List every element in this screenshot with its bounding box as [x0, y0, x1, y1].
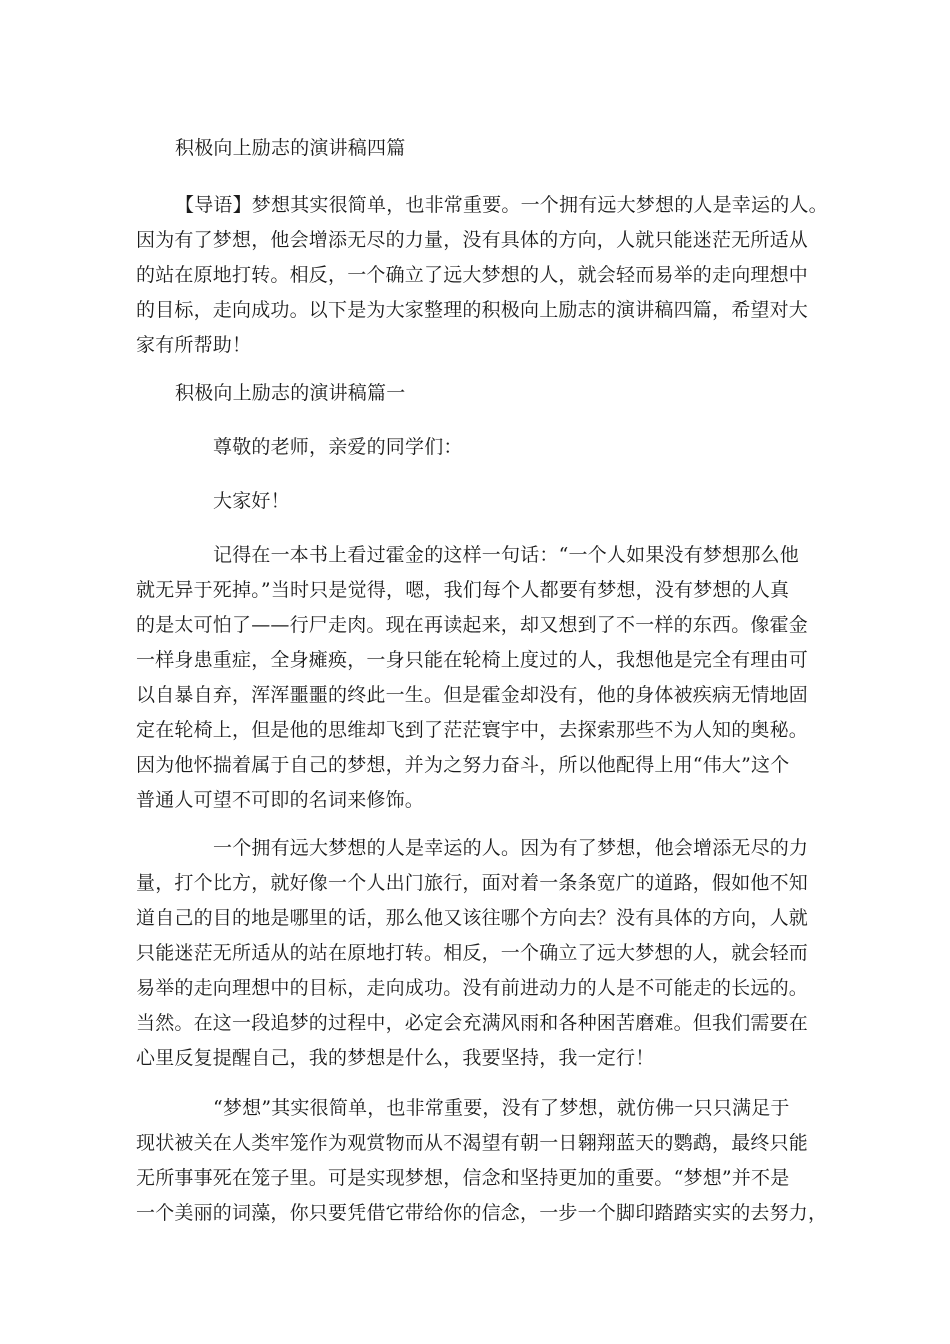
intro-line: 【导语】梦想其实很简单，也非常重要。一个拥有远大梦想的人是幸运的人。 [175, 194, 828, 216]
paragraph-line: 道自己的目的地是哪里的话，那么他又该往哪个方向去？没有具体的方向，人就 [136, 907, 809, 929]
section-heading: 积极向上励志的演讲稿篇一 [175, 382, 406, 404]
paragraph-line: 心里反复提醒自己，我的梦想是什么，我要坚持，我一定行！ [136, 1047, 655, 1069]
paragraph-line: 只能迷茫无所适从的站在原地打转。相反，一个确立了远大梦想的人，就会轻而 [136, 942, 809, 964]
paragraph-line: 量，打个比方，就好像一个人出门旅行，面对着一条条宽广的道路，假如他不知 [136, 872, 809, 894]
greeting: 大家好！ [213, 490, 290, 512]
intro-line: 的目标，走向成功。以下是为大家整理的积极向上励志的演讲稿四篇，希望对大 [136, 299, 809, 321]
paragraph-line: 就无异于死掉。”当时只是觉得，嗯，我们每个人都要有梦想，没有梦想的人真 [136, 579, 790, 601]
paragraph-line: 普通人可望不可即的名词来修饰。 [136, 789, 425, 811]
paragraph-line: 记得在一本书上看过霍金的这样一句话：“一个人如果没有梦想那么他 [213, 544, 799, 566]
paragraph-line: 以自暴自弃，浑浑噩噩的终此一生。但是霍金却没有，他的身体被疾病无情地固 [136, 684, 809, 706]
salutation: 尊敬的老师，亲爱的同学们： [213, 436, 463, 458]
paragraph-line: 现状被关在人类牢笼作为观赏物而从不渴望有朝一日翱翔蓝天的鹦鹉，最终只能 [136, 1132, 809, 1154]
intro-line: 因为有了梦想，他会增添无尽的力量，没有具体的方向，人就只能迷茫无所适从 [136, 229, 809, 251]
document-title: 积极向上励志的演讲稿四篇 [175, 137, 406, 159]
paragraph-line: 易举的走向理想中的目标，走向成功。没有前进动力的人是不可能走的长远的。 [136, 977, 809, 999]
intro-line: 家有所帮助！ [136, 334, 252, 356]
paragraph-line: 一个拥有远大梦想的人是幸运的人。因为有了梦想，他会增添无尽的力 [213, 837, 809, 859]
paragraph-line: 当然。在这一段追梦的过程中，必定会充满风雨和各种困苦磨难。但我们需要在 [136, 1012, 809, 1034]
paragraph-line: 的是太可怕了——行尸走肉。现在再读起来，却又想到了不一样的东西。像霍金 [136, 614, 809, 636]
paragraph-line: 一样身患重症，全身瘫痪，一身只能在轮椅上度过的人，我想他是完全有理由可 [136, 649, 809, 671]
paragraph-line: 因为他怀揣着属于自己的梦想，并为之努力奋斗，所以他配得上用“伟大”这个 [136, 754, 790, 776]
paragraph-line: “梦想”其实很简单，也非常重要，没有了梦想，就仿佛一只只满足于 [213, 1097, 790, 1119]
paragraph-line: 一个美丽的词藻，你只要凭借它带给你的信念，一步一个脚印踏踏实实的去努力， [136, 1202, 828, 1224]
intro-line: 的站在原地打转。相反，一个确立了远大梦想的人，就会轻而易举的走向理想中 [136, 264, 809, 286]
paragraph-line: 定在轮椅上，但是他的思维却飞到了茫茫寰宇中，去探索那些不为人知的奥秘。 [136, 719, 809, 741]
paragraph-line: 无所事事死在笼子里。可是实现梦想，信念和坚持更加的重要。“梦想”并不是 [136, 1167, 790, 1189]
